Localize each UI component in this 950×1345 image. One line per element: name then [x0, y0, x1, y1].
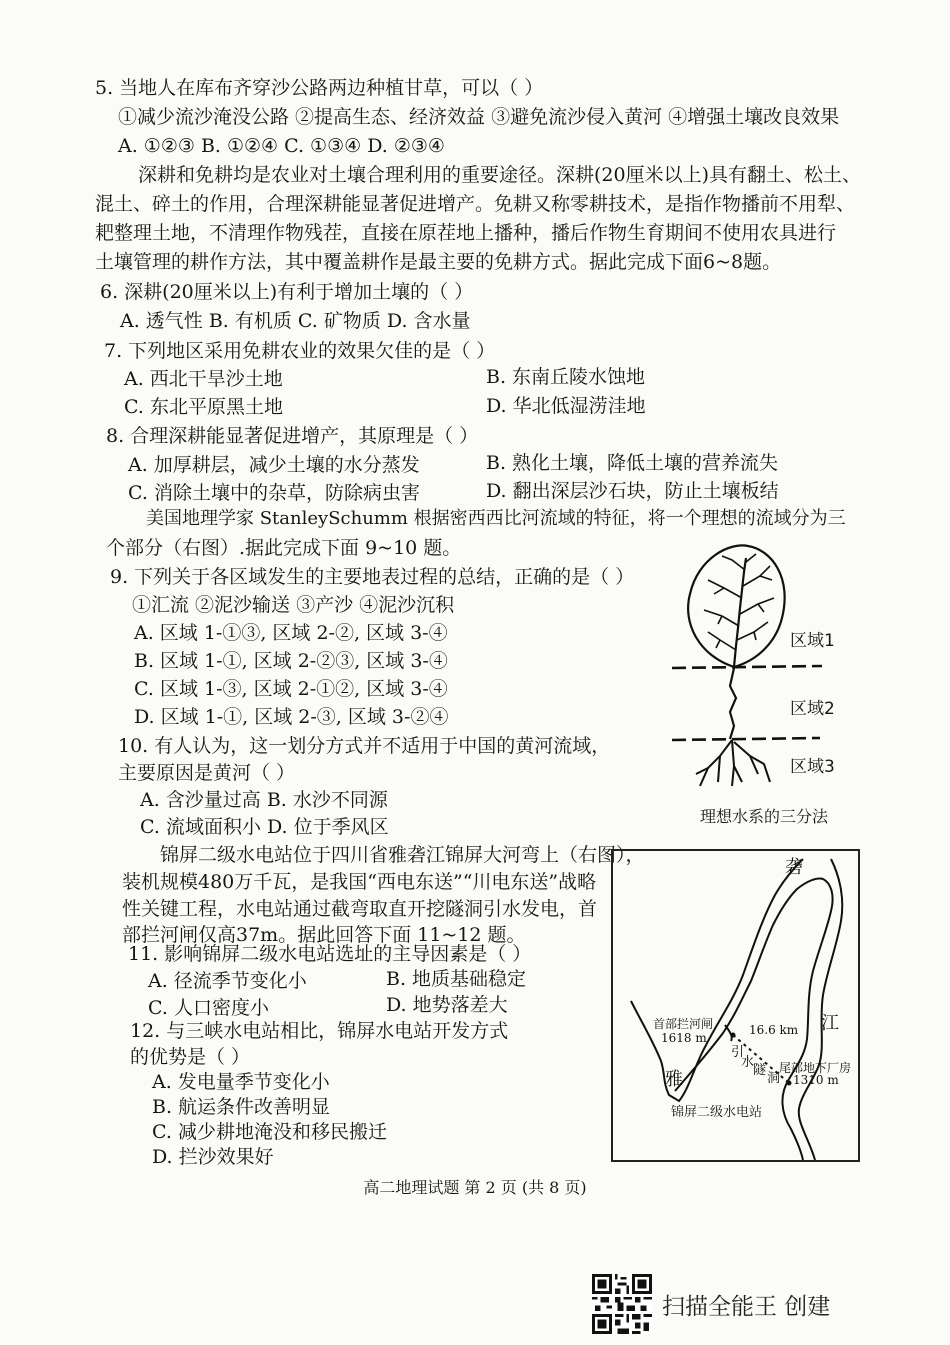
passage-tillage-2: 混土、碎土的作用，合理深耕能显著促进增产。免耕又称零耕技术，是指作物播前不用犁、: [95, 193, 856, 215]
q11-option-d: D. 地势落差大: [386, 994, 508, 1016]
q12-stem-1: 12. 与三峡水电站相比，锦屏水电站开发方式: [130, 1020, 509, 1042]
q8-stem: 8. 合理深耕能显著促进增产，其原理是（ ）: [106, 425, 479, 447]
q7-option-d: D. 华北低湿涝洼地: [486, 395, 646, 417]
label-plant-elevation: 1310 m: [793, 1073, 839, 1087]
q12-option-c: C. 减少耕地淹没和移民搬迁: [152, 1121, 387, 1143]
divider-zone-2-3: [672, 738, 820, 740]
gate-marker: [731, 1033, 736, 1038]
passage-tillage-1: 深耕和免耕均是农业对土壤合理利用的重要途径。深耕(20厘米以上)具有翻土、松土、: [138, 164, 862, 186]
label-gate-elevation: 1618 m: [661, 1031, 707, 1045]
figure1-caption: 理想水系的三分法: [700, 807, 829, 826]
q9-option-b: B. 区域 1-①, 区域 2-②③, 区域 3-④: [134, 650, 448, 672]
q10-options-ab: A. 含沙量过高 B. 水沙不同源: [140, 789, 388, 811]
q8-option-a: A. 加厚耕层，减少土壤的水分蒸发: [128, 454, 420, 476]
passage-jinping-3: 性关键工程，水电站通过截弯取直开挖隧洞引水发电，首: [122, 898, 598, 920]
passage-schumm-1: 美国地理学家 StanleySchumm 根据密西西比河流域的特征，将一个理想的流域分为三: [146, 508, 846, 529]
passage-tillage-3: 耙整理土地，不清理作物残茬，直接在原茬地上播种，播后作物生育期间不使用农具进行: [95, 222, 837, 244]
label-gate-name: 首部拦河闸: [653, 1017, 714, 1031]
q11-option-a: A. 径流季节变化小: [148, 970, 307, 992]
q10-stem-2: 主要原因是黄河（ ）: [118, 762, 296, 784]
distributaries: [696, 740, 770, 786]
qr-code-icon: [592, 1274, 652, 1334]
page-footer: 高二地理试题 第 2 页 (共 8 页): [363, 1178, 587, 1197]
label-region-1: 区域1: [790, 631, 835, 651]
label-region-3: 区域3: [790, 757, 835, 777]
q10-options-cd: C. 流域面积小 D. 位于季风区: [140, 816, 389, 838]
q12-option-b: B. 航运条件改善明显: [152, 1096, 331, 1118]
label-river-ya: 雅: [665, 1069, 683, 1090]
label-tunnel-2: 水: [741, 1055, 755, 1070]
q12-option-d: D. 拦沙效果好: [152, 1146, 274, 1168]
label-tunnel-3: 隧: [753, 1063, 767, 1078]
q9-option-a: A. 区域 1-①③, 区域 2-②, 区域 3-④: [134, 622, 448, 644]
map-title: 锦屏二级水电站: [671, 1105, 763, 1120]
q11-stem: 11. 影响锦屏二级水电站选址的主导因素是（ ）: [128, 943, 532, 965]
q5-statements: ①减少流沙淹没公路 ②提高生态、经济效益 ③避免流沙侵入黄河 ④增强土壤改良效果: [118, 106, 840, 128]
q9-option-c: C. 区域 1-③, 区域 2-①②, 区域 3-④: [134, 678, 448, 700]
q5-stem: 5. 当地人在库布齐穿沙公路两边种植甘草，可以（ ）: [95, 77, 544, 99]
label-plant-name: 尾部地下厂房: [779, 1061, 852, 1075]
label-tunnel-1: 引: [731, 1045, 745, 1060]
passage-jinping-4: 部拦河闸仅高37m。据此回答下面 11~12 题。: [122, 924, 526, 946]
figure-drainage-zones: [660, 536, 870, 836]
q11-option-c: C. 人口密度小: [148, 997, 269, 1019]
q9-stem: 9. 下列关于各区域发生的主要地表过程的总结，正确的是（ ）: [110, 566, 635, 588]
q5-options: A. ①②③ B. ①②④ C. ①③④ D. ②③④: [118, 135, 445, 157]
q8-option-d: D. 翻出深层沙石块，防止土壤板结: [486, 480, 779, 502]
q8-option-b: B. 熟化土壤，降低土壤的营养流失: [486, 452, 779, 474]
q10-stem-1: 10. 有人认为，这一划分方式并不适用于中国的黄河流域，: [118, 735, 611, 757]
q7-option-a: A. 西北干旱沙土地: [124, 368, 283, 390]
q8-option-c: C. 消除土壤中的杂草，防除病虫害: [128, 482, 420, 504]
label-tunnel-4: 洞: [767, 1071, 781, 1086]
divider-zone-1-2: [672, 666, 822, 668]
figure-jinping-map: [611, 849, 860, 1162]
q9-option-d: D. 区域 1-①, 区域 2-③, 区域 3-②④: [134, 706, 449, 728]
passage-schumm-2: 个部分（右图）.据此完成下面 9~10 题。: [106, 537, 462, 559]
label-river-long: 砻: [785, 857, 803, 878]
passage-jinping-1: 锦屏二级水电站位于四川省雅砻江锦屏大河弯上（右图），: [160, 844, 645, 866]
q9-processes: ①汇流 ②泥沙输送 ③产沙 ④泥沙沉积: [132, 594, 455, 616]
scanner-watermark-text: 扫描全能王 创建: [662, 1294, 831, 1320]
q6-stem: 6. 深耕(20厘米以上)有利于增加土壤的（ ）: [100, 281, 474, 303]
passage-jinping-2: 装机规模480万千瓦，是我国“西电东送”“川电东送”战略: [122, 871, 597, 893]
q12-option-a: A. 发电量季节变化小: [152, 1071, 330, 1093]
passage-tillage-4: 土壤管理的耕作方法，其中覆盖耕作是最主要的免耕方式。据此完成下面6~8题。: [95, 251, 782, 273]
label-distance: 16.6 km: [749, 1023, 799, 1037]
q12-stem-2: 的优势是（ ）: [130, 1046, 251, 1068]
q6-options: A. 透气性 B. 有机质 C. 矿物质 D. 含水量: [120, 310, 471, 332]
q7-option-c: C. 东北平原黑土地: [124, 396, 283, 418]
plant-marker: [787, 1081, 792, 1086]
label-region-2: 区域2: [790, 699, 835, 719]
label-river-jiang: 江: [821, 1013, 839, 1034]
drainage-diagram: [660, 536, 870, 836]
tributaries: [704, 554, 774, 650]
trunk-middle: [730, 668, 736, 739]
q11-option-b: B. 地质基础稳定: [386, 968, 527, 990]
q7-option-b: B. 东南丘陵水蚀地: [486, 366, 646, 388]
q7-stem: 7. 下列地区采用免耕农业的效果欠佳的是（ ）: [104, 340, 496, 362]
